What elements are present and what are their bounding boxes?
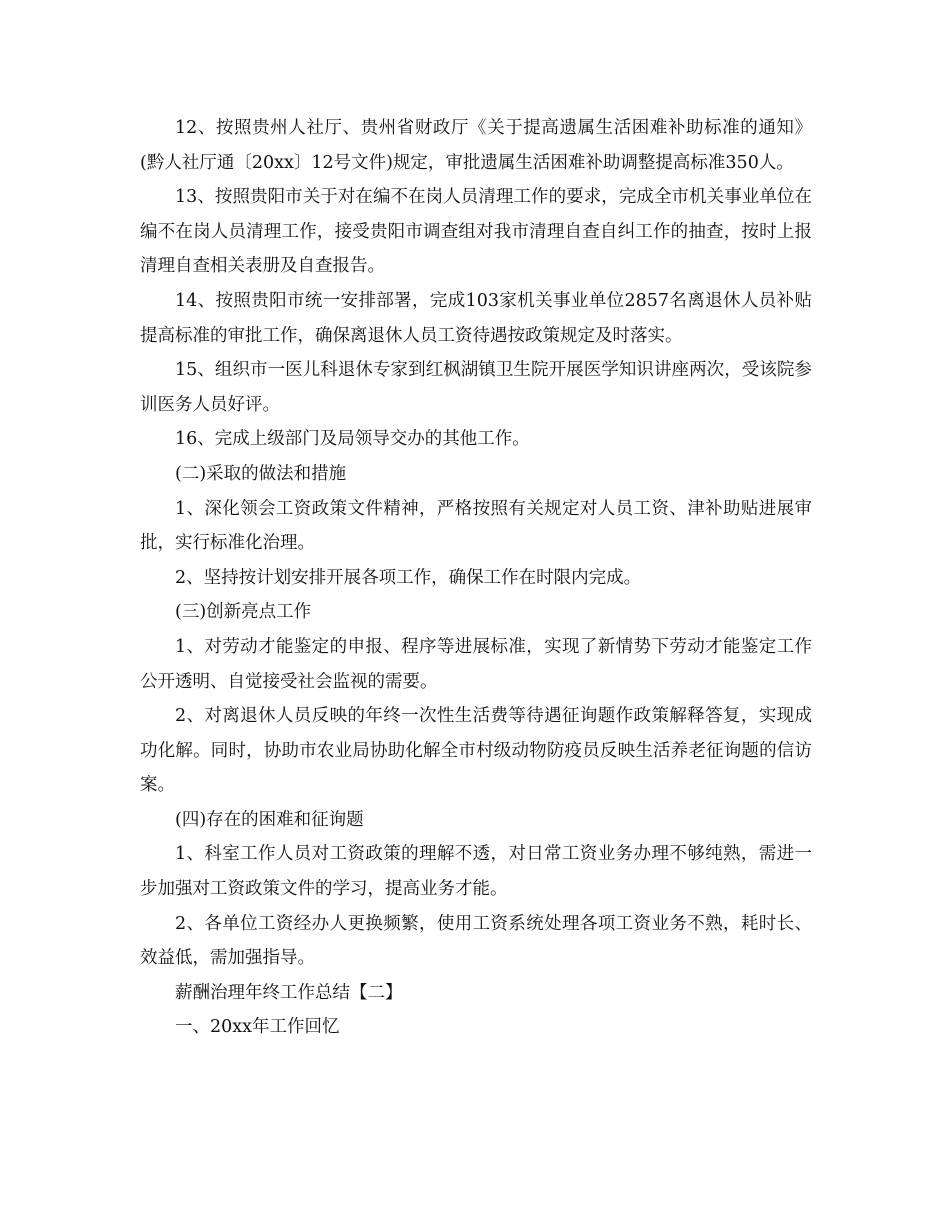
section-heading-year-review: 一、20xx年工作回忆 <box>175 1017 340 1038</box>
paragraph-problem-1: 1、科室工作人员对工资政策的理解不透，对日常工资业务办理不够纯熟，需进一步加强对工资政策文件的学习，提高业务才能。 <box>140 844 812 900</box>
paragraph-measure-2: 2、坚持按计划安排开展各项工作，确保工作在时限内完成。 <box>175 567 642 588</box>
paragraph-12-bereaved-subsidy: 12、按照贵州人社厅、贵州省财政厅《关于提高遗属生活困难补助标准的通知》(黔人社厅通〔20xx〕12号文件)规定，审批遗属生活困难补助调整提高标准350人。 <box>140 118 812 173</box>
paragraph-innovation-2: 2、对离退休人员反映的年终一次性生活费等待遇征询题作政策解释答复，实现成功化解。同时，协助市农业局协助化解全市村级动物防疫员反映生活养老征询题的信访案。 <box>140 706 812 796</box>
paragraph-13-staff-cleanup: 13、按照贵阳市关于对在编不在岗人员清理工作的要求，完成全市机关事业单位在编不在岗人员清理工作，接受贵阳市调查组对我市清理自查自纠工作的抽查，按时上报清理自查相关表册及自查报告。 <box>140 187 812 277</box>
paragraph-measure-1: 1、深化领会工资政策文件精神，严格按照有关规定对人员工资、津补助贴进展审批，实行标准化治理。 <box>140 498 812 554</box>
document-body <box>140 111 812 1045</box>
section-heading-problems: (四)存在的困难和征询题 <box>175 809 364 830</box>
paragraph-15-medical-lectures: 15、组织市一医儿科退休专家到红枫湖镇卫生院开展医学知识讲座两次，受该院参训医务人员好评。 <box>140 360 812 415</box>
paragraph-problem-2: 2、各单位工资经办人更换频繁，使用工资系统处理各项工资业务不熟，耗时长、效益低，需加强指导。 <box>140 913 812 969</box>
paragraph-innovation-1: 1、对劳动才能鉴定的申报、程序等进展标准，实现了新情势下劳动才能鉴定工作公开透明、自觉接受社会监视的需要。 <box>140 636 812 692</box>
document-subtitle-part-two: 薪酬治理年终工作总结【二】 <box>175 982 403 1003</box>
paragraph-16-other-work: 16、完成上级部门及局领导交办的其他工作。 <box>175 429 530 450</box>
section-heading-measures: (二)采取的做法和措施 <box>175 463 347 484</box>
paragraph-14-retiree-subsidy: 14、按照贵阳市统一安排部署，完成103家机关事业单位2857名离退休人员补贴提高标准的审批工作，确保离退休人员工资待遇按政策规定及时落实。 <box>140 290 812 346</box>
section-heading-innovation: (三)创新亮点工作 <box>175 602 312 623</box>
